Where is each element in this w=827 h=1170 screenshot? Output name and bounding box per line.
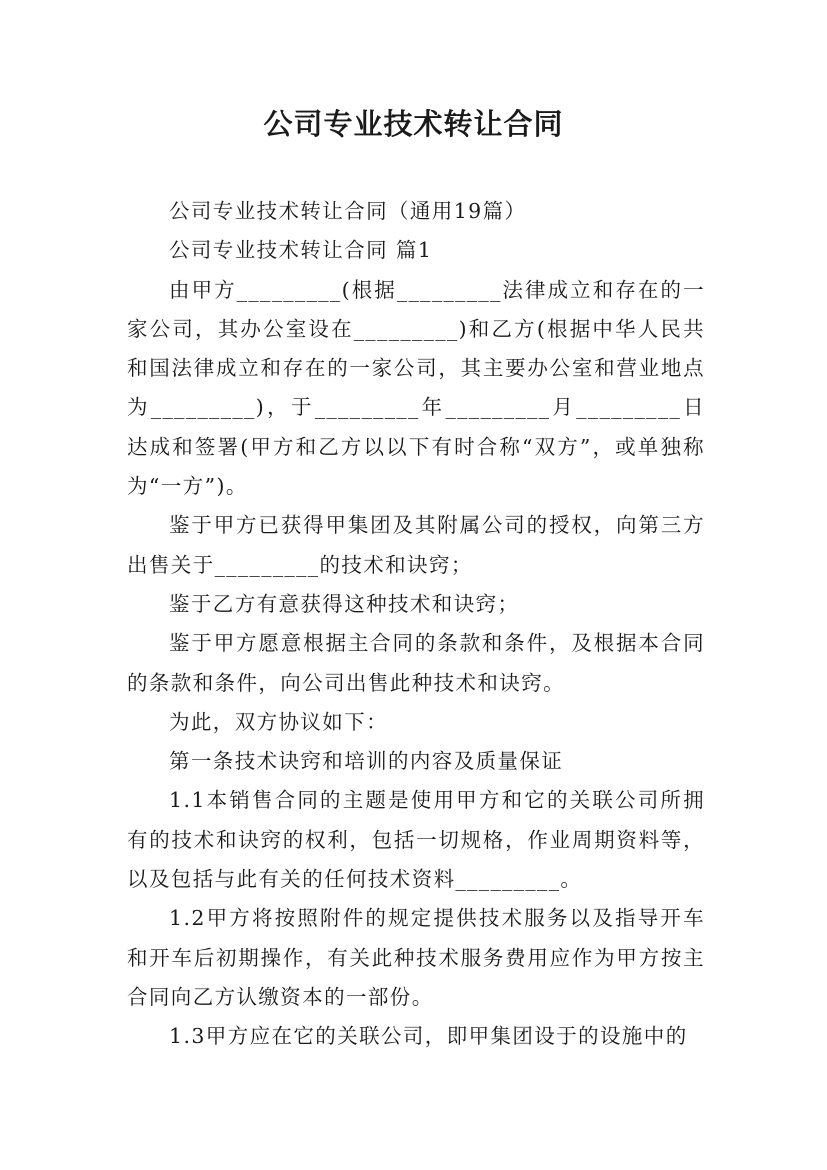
paragraph-parties: 由甲方_________(根据_________法律成立和存在的一家公司，其办公室设在_________)和乙方(根据中华人民共和国法律成立和存在的一家公司，其主要办公室和营业地点为_________)，于_________年_________月_________日达成和签署(甲方和乙方以以下有时合称“双方”，或单独称为“一方”)。 [127, 277, 705, 499]
paragraph-clause-1-3: 1.3甲方应在它的关联公司，即甲集团设于的设施中的 [169, 1024, 688, 1049]
paragraph-section-heading: 公司专业技术转让合同 篇1 [169, 238, 433, 263]
paragraph-clause-1-1: 1.1本销售合同的主题是使用甲方和它的关联公司所拥有的技术和诀窍的权利，包括一切规格，作业周期资料等，以及包括与此有关的任何技术资料_________。 [127, 788, 705, 892]
document-title: 公司专业技术转让合同 [263, 107, 564, 141]
paragraph-clause-1-2: 1.2甲方将按照附件的规定提供技术服务以及指导开车和开车后初期操作，有关此种技术服务费用应作为甲方按主合同向乙方认缴资本的一部份。 [127, 906, 705, 1009]
document-body [127, 192, 705, 1057]
paragraph-subtitle: 公司专业技术转让合同（通用19篇） [169, 199, 527, 223]
paragraph-recital-1: 鉴于甲方已获得甲集团及其附属公司的授权，向第三方出售关于_________的技术和诀窍； [127, 513, 705, 577]
paragraph-recital-2: 鉴于乙方有意获得这种技术和诀窍； [169, 591, 520, 616]
paragraph-recital-3: 鉴于甲方愿意根据主合同的条款和条件，及根据本合同的条款和条件，向公司出售此种技术和诀窍。 [127, 631, 705, 695]
paragraph-article-1: 第一条技术诀窍和培训的内容及质量保证 [169, 749, 564, 774]
paragraph-agreement: 为此，双方协议如下： [169, 709, 388, 734]
